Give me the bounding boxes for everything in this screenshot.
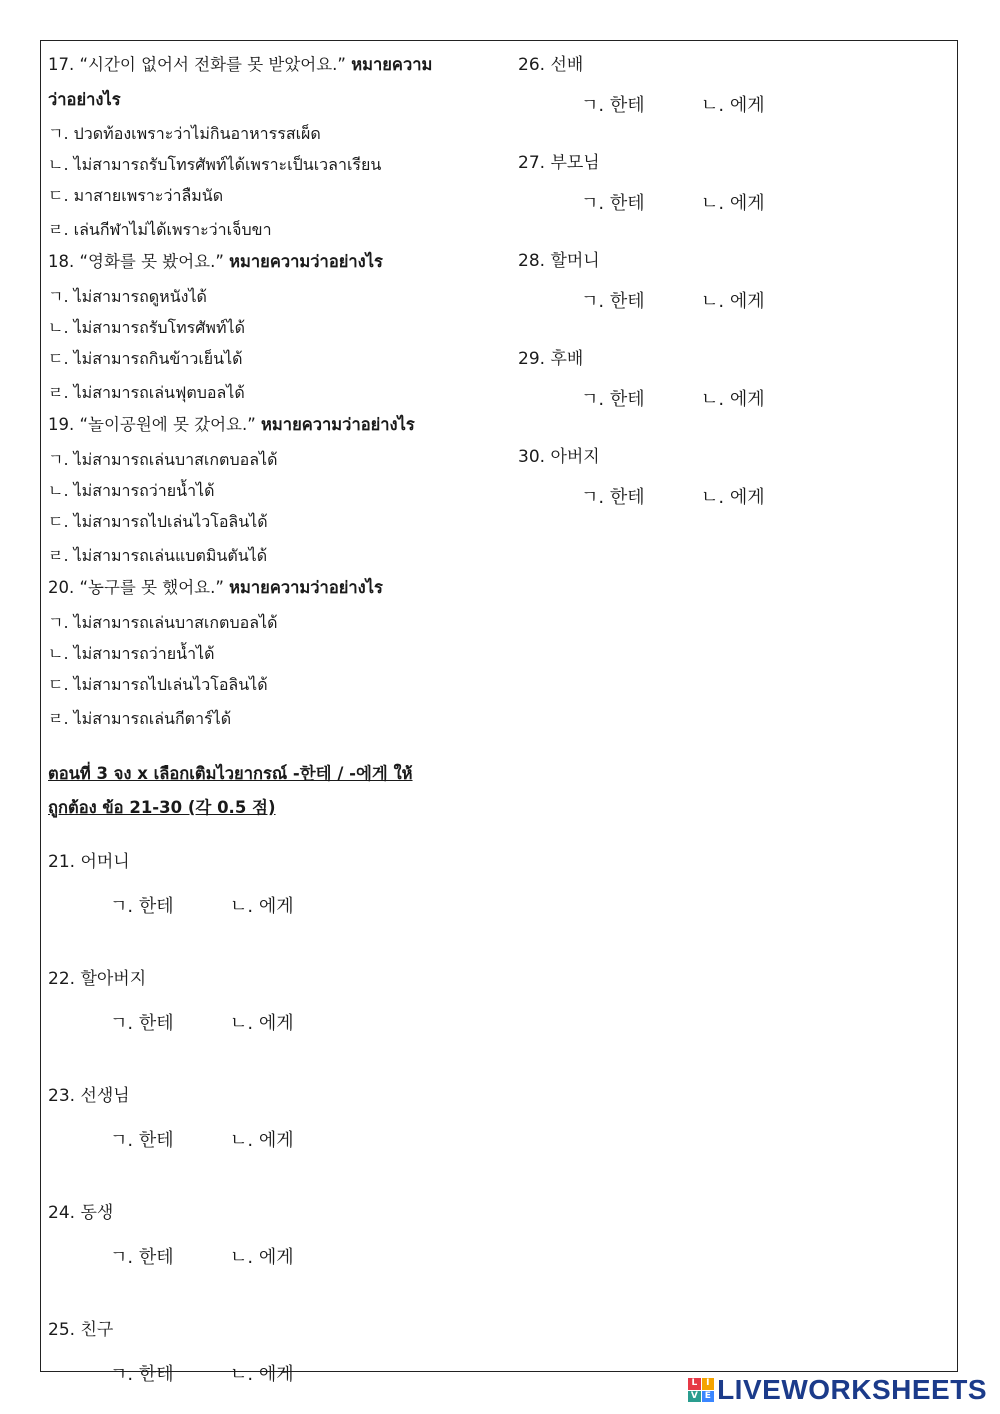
- question-ask: หมายความว่าอย่างไร: [229, 578, 383, 597]
- logo-badge-letter: V: [688, 1391, 701, 1403]
- option-c[interactable]: ㄷ. ไม่สามารถไปเล่นไวโอลินได้: [48, 512, 268, 531]
- question-ask-wrap: ว่าอย่างไร: [48, 90, 121, 109]
- question-18: [48, 247, 518, 408]
- choice-b[interactable]: ㄴ. 에게: [701, 95, 765, 116]
- item-choices: [518, 91, 938, 149]
- item-choices: [48, 882, 518, 940]
- worksheet-frame: [40, 40, 958, 1385]
- choice-a[interactable]: ㄱ. 한테: [581, 193, 645, 214]
- item-22: [48, 959, 518, 1057]
- logo-badge-letter: I: [702, 1378, 715, 1390]
- option-d[interactable]: ㄹ. ไม่สามารถเล่นแบตมินตันได้: [48, 546, 268, 565]
- option-c[interactable]: ㄷ. มาสายเพราะว่าลืมนัด: [48, 186, 224, 205]
- question-19: [48, 410, 518, 571]
- option-a[interactable]: ㄱ. ไม่สามารถเล่นบาสเกตบอลได้: [48, 450, 278, 469]
- item-28: [518, 247, 938, 345]
- question-20-title: [48, 573, 518, 607]
- question-17-options: [48, 118, 518, 245]
- item-27: [518, 149, 938, 247]
- question-19-title: [48, 410, 518, 444]
- logo-text: LIVEWORKSHEETS: [717, 1374, 987, 1405]
- items-21-25: [48, 842, 518, 1408]
- option-b[interactable]: ㄴ. ไม่สามารถว่ายน้ำได้: [48, 481, 215, 500]
- item-choices: [48, 1233, 518, 1291]
- option-a[interactable]: ㄱ. ไม่สามารถเล่นบาสเกตบอลได้: [48, 613, 278, 632]
- item-26: [518, 51, 938, 149]
- option-a[interactable]: ㄱ. ปวดท้องเพราะว่าไม่กินอาหารรสเผ็ด: [48, 124, 321, 143]
- question-number: 19.: [48, 415, 80, 434]
- choice-b[interactable]: ㄴ. 에게: [230, 1130, 294, 1151]
- item-25: [48, 1310, 518, 1408]
- item-title: 21. 어머니: [48, 852, 130, 872]
- item-title: 27. 부모님: [518, 153, 600, 173]
- question-18-title: [48, 247, 518, 281]
- item-title: 24. 동생: [48, 1203, 114, 1223]
- choice-a[interactable]: ㄱ. 한테: [110, 896, 174, 917]
- option-c[interactable]: ㄷ. ไม่สามารถกินข้าวเย็นได้: [48, 349, 243, 368]
- item-title: 25. 친구: [48, 1320, 114, 1340]
- option-b[interactable]: ㄴ. ไม่สามารถรับโทรศัพท์ได้: [48, 318, 245, 337]
- question-19-options: [48, 444, 518, 571]
- item-title: 26. 선배: [518, 55, 584, 75]
- choice-a[interactable]: ㄱ. 한테: [110, 1364, 174, 1385]
- choice-a[interactable]: ㄱ. 한테: [581, 95, 645, 116]
- choice-a[interactable]: ㄱ. 한테: [110, 1130, 174, 1151]
- choice-b[interactable]: ㄴ. 에게: [230, 1364, 294, 1385]
- item-21: [48, 842, 518, 940]
- question-sentence: “놀이공원에 못 갔어요.”: [79, 415, 256, 434]
- item-choices: [518, 189, 938, 247]
- item-title: 30. 아버지: [518, 447, 600, 467]
- question-sentence: “시간이 없어서 전화를 못 받았어요.”: [79, 55, 346, 74]
- question-18-options: [48, 281, 518, 408]
- question-number: 17.: [48, 55, 80, 74]
- choice-a[interactable]: ㄱ. 한테: [581, 291, 645, 312]
- choice-b[interactable]: ㄴ. 에게: [230, 1247, 294, 1268]
- question-ask: หมายความว่าอย่างไร: [229, 252, 383, 271]
- question-sentence: “영화를 못 봤어요.”: [79, 252, 224, 271]
- item-23: [48, 1076, 518, 1174]
- section-3-heading: [48, 760, 518, 822]
- choice-b[interactable]: ㄴ. 에게: [230, 896, 294, 917]
- item-29: [518, 345, 938, 443]
- option-d[interactable]: ㄹ. ไม่สามารถเล่นกีตาร์ได้: [48, 709, 232, 728]
- item-title: 23. 선생님: [48, 1086, 130, 1106]
- item-choices: [518, 385, 938, 443]
- question-20: [48, 573, 518, 734]
- option-b[interactable]: ㄴ. ไม่สามารถว่ายน้ำได้: [48, 644, 215, 663]
- choice-b[interactable]: ㄴ. 에게: [230, 1013, 294, 1034]
- item-30: [518, 443, 938, 541]
- logo-badge-letter: L: [688, 1378, 701, 1390]
- option-c[interactable]: ㄷ. ไม่สามารถไปเล่นไวโอลินได้: [48, 675, 268, 694]
- question-ask: หมายความ: [351, 55, 433, 74]
- choice-b[interactable]: ㄴ. 에게: [701, 389, 765, 410]
- logo-badge-icon: [688, 1378, 714, 1402]
- liveworksheets-logo: [688, 1375, 987, 1405]
- item-choices: [48, 1116, 518, 1174]
- item-24: [48, 1193, 518, 1291]
- item-choices: [48, 1350, 518, 1408]
- section-heading-line-1: ตอนที่ 3 จง x เลือกเติมไวยากรณ์ -한테 / -에게 ให้: [48, 764, 413, 783]
- option-b[interactable]: ㄴ. ไม่สามารถรับโทรศัพท์ได้เพราะเป็นเวลาเรียน: [48, 155, 382, 174]
- logo-badge-letter: E: [702, 1391, 715, 1403]
- question-20-options: [48, 607, 518, 734]
- choice-a[interactable]: ㄱ. 한테: [110, 1247, 174, 1268]
- item-choices: [518, 287, 938, 345]
- section-heading-line-2: ถูกต้อง ข้อ 21-30 (각 0.5 점): [48, 798, 276, 817]
- question-number: 18.: [48, 252, 80, 271]
- question-17-title: [48, 53, 518, 112]
- choice-a[interactable]: ㄱ. 한테: [110, 1013, 174, 1034]
- choice-b[interactable]: ㄴ. 에게: [701, 487, 765, 508]
- item-choices: [48, 999, 518, 1057]
- choice-b[interactable]: ㄴ. 에게: [701, 291, 765, 312]
- question-ask: หมายความว่าอย่างไร: [261, 415, 415, 434]
- option-d[interactable]: ㄹ. เล่นกีฬาไม่ได้เพราะว่าเจ็บขา: [48, 220, 272, 239]
- right-column: [518, 51, 938, 541]
- choice-a[interactable]: ㄱ. 한테: [581, 487, 645, 508]
- choice-a[interactable]: ㄱ. 한테: [581, 389, 645, 410]
- item-choices: [518, 483, 938, 541]
- question-number: 20.: [48, 578, 80, 597]
- option-a[interactable]: ㄱ. ไม่สามารถดูหนังได้: [48, 287, 207, 306]
- question-17: [48, 53, 518, 245]
- item-title: 28. 할머니: [518, 251, 600, 271]
- option-d[interactable]: ㄹ. ไม่สามารถเล่นฟุตบอลได้: [48, 383, 245, 402]
- question-sentence: “농구를 못 했어요.”: [79, 578, 224, 597]
- choice-b[interactable]: ㄴ. 에게: [701, 193, 765, 214]
- item-title: 29. 후배: [518, 349, 584, 369]
- left-column: [48, 51, 518, 1408]
- item-title: 22. 할아버지: [48, 969, 147, 989]
